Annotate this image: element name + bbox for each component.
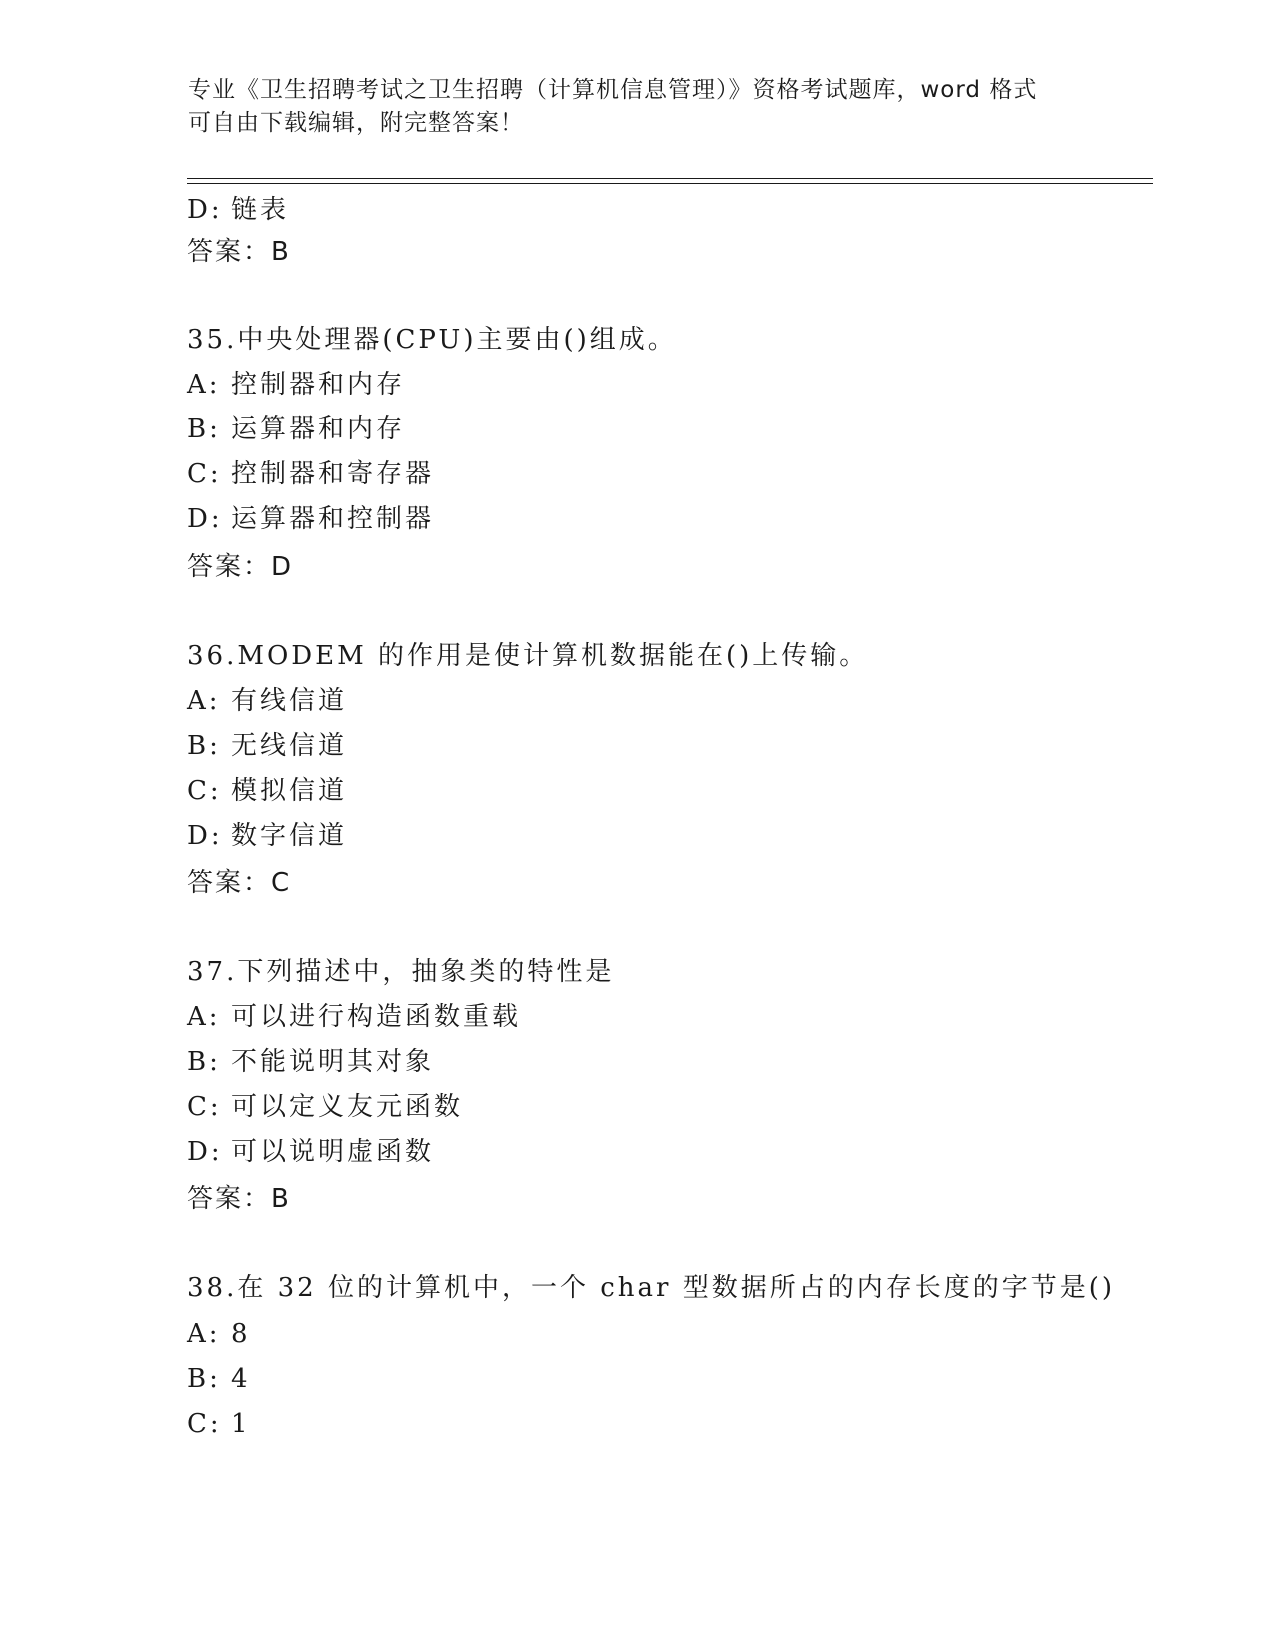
header-line-2: 可自由下载编辑，附完整答案！	[188, 110, 524, 136]
option-text: 可以定义友元函数	[231, 1092, 464, 1122]
option-a	[187, 1002, 521, 1032]
option-text: 8	[231, 1319, 251, 1349]
option-d	[187, 195, 289, 225]
option-key: A:	[187, 1002, 221, 1032]
option-b	[187, 731, 347, 761]
option-text: 模拟信道	[231, 776, 348, 806]
question-stem: 37.下列描述中，抽象类的特性是	[187, 957, 615, 987]
answer-line: 答案：D	[187, 552, 294, 582]
answer-line: 答案：B	[187, 237, 291, 267]
option-key: C:	[187, 459, 222, 489]
question-stem: 36.MODEM 的作用是使计算机数据能在()上传输。	[187, 641, 869, 671]
option-b	[187, 1047, 434, 1077]
option-c	[187, 1409, 251, 1439]
question-stem: 38.在 32 位的计算机中，一个 char 型数据所占的内存长度的字节是()	[187, 1273, 1116, 1303]
option-key: C:	[187, 1092, 222, 1122]
option-key: B:	[187, 1364, 221, 1394]
document-header	[188, 74, 1088, 140]
option-key: A:	[187, 1319, 221, 1349]
option-key: D:	[187, 821, 223, 851]
option-text: 1	[231, 1409, 251, 1439]
option-key: D:	[187, 1137, 223, 1167]
header-divider-top	[187, 178, 1153, 179]
option-key: D:	[187, 195, 223, 225]
option-text: 4	[231, 1364, 251, 1394]
option-key: B:	[187, 1047, 221, 1077]
option-text: 数字信道	[231, 821, 348, 851]
header-line-1: 专业《卫生招聘考试之卫生招聘（计算机信息管理）》资格考试题库，word 格式	[188, 77, 1038, 103]
answer-line: 答案：B	[187, 1184, 291, 1214]
option-c	[187, 1092, 463, 1122]
option-d	[187, 504, 434, 534]
option-a	[187, 1319, 251, 1349]
option-key: C:	[187, 1409, 222, 1439]
option-text: 控制器和寄存器	[231, 459, 435, 489]
option-b	[187, 1364, 251, 1394]
option-text: 链表	[231, 195, 290, 225]
option-text: 无线信道	[231, 731, 348, 761]
option-b	[187, 414, 405, 444]
option-text: 不能说明其对象	[231, 1047, 435, 1077]
option-text: 可以进行构造函数重载	[231, 1002, 522, 1032]
option-text: 运算器和内存	[231, 414, 406, 444]
option-text: 可以说明虚函数	[231, 1137, 435, 1167]
option-c	[187, 776, 347, 806]
option-d	[187, 821, 347, 851]
header-divider-bottom	[187, 183, 1153, 184]
option-c	[187, 459, 434, 489]
option-text: 运算器和控制器	[231, 504, 435, 534]
option-text: 控制器和内存	[231, 370, 406, 400]
option-key: D:	[187, 504, 223, 534]
option-key: A:	[187, 370, 221, 400]
answer-line: 答案：C	[187, 868, 292, 898]
option-key: C:	[187, 776, 222, 806]
question-stem: 35.中央处理器(CPU)主要由()组成。	[187, 325, 677, 355]
option-key: A:	[187, 686, 221, 716]
option-a	[187, 370, 405, 400]
option-a	[187, 686, 347, 716]
option-text: 有线信道	[231, 686, 348, 716]
option-d	[187, 1137, 434, 1167]
option-key: B:	[187, 731, 221, 761]
option-key: B:	[187, 414, 221, 444]
